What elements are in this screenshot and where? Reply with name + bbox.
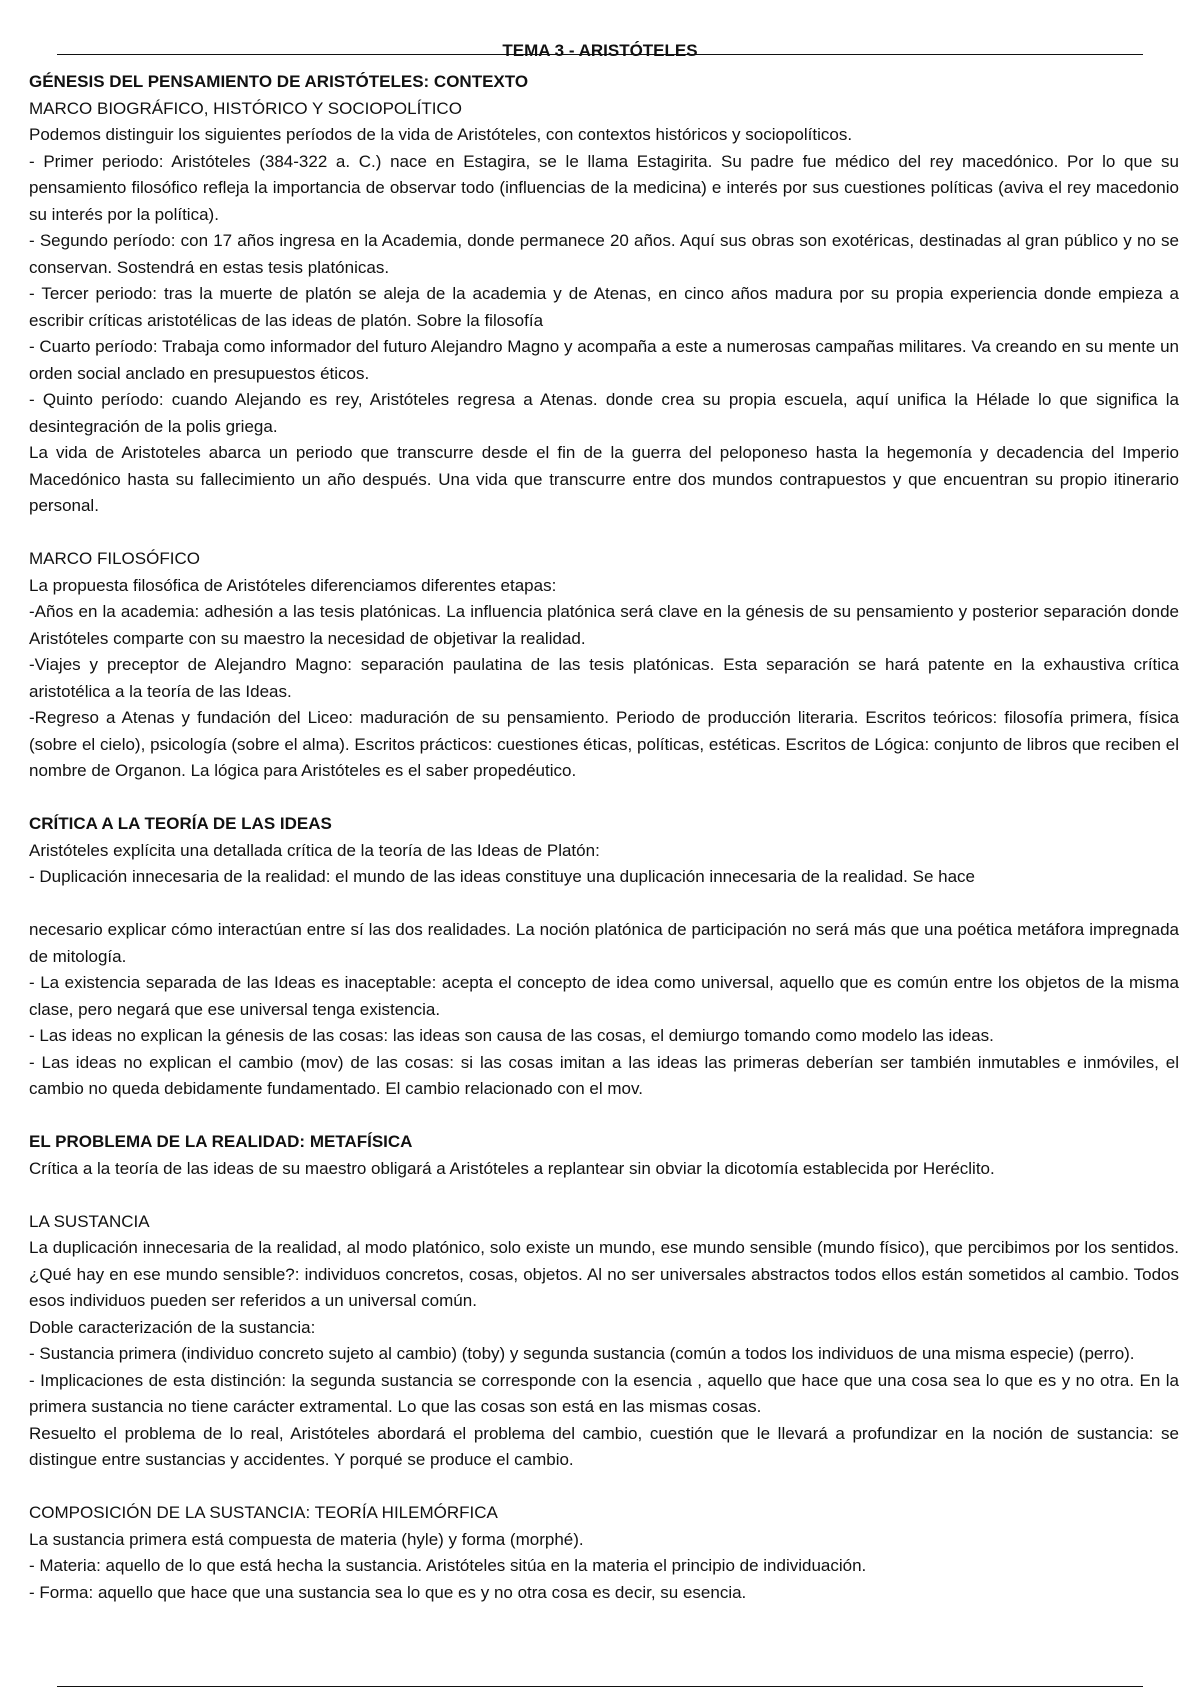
section-heading-metafisica: EL PROBLEMA DE LA REALIDAD: METAFÍSICA — [29, 1132, 413, 1151]
paragraph: necesario explicar cómo interactúan entre sí las dos realidades. La noción platónica de participación no será más que una poética metáfora impregnada de mitología. — [29, 920, 1179, 966]
subheading-sustancia: LA SUSTANCIA — [29, 1211, 150, 1231]
paragraph: La sustancia primera está compuesta de materia (hyle) y forma (morphé). — [29, 1529, 584, 1549]
paragraph: - Las ideas no explican el cambio (mov) de las cosas: si las cosas imitan a las ideas las primeras deberían ser también inmutables e inmóviles, el cambio no queda debidamente fundamentado. El cambio relacionado con el mov. — [29, 1052, 1179, 1098]
paragraph: -Viajes y preceptor de Alejandro Magno: separación paulatina de las tesis platónicas. Esta separación se hará patente en la exhaustiva crítica aristotélica a la teoría de las Ideas. — [29, 655, 1179, 701]
footer-rule — [57, 1686, 1143, 1687]
spacer — [29, 1182, 1179, 1209]
title-block — [57, 40, 1143, 62]
paragraph: - Implicaciones de esta distinción: la segunda sustancia se corresponde con la esencia , aquello que hace que una cosa sea lo que es y no otra. En la primera sustancia no tiene carácter extramental. Lo que las cosas son está en las mismas cosas. — [29, 1370, 1179, 1416]
paragraph: - Las ideas no explican la génesis de las cosas: las ideas son causa de las cosas, el demiurgo tomando como modelo las ideas. — [29, 1026, 994, 1045]
paragraph: Podemos distinguir los siguientes períodos de la vida de Aristóteles, con contextos históricos y sociopolíticos. — [29, 125, 853, 144]
paragraph: - Tercer periodo: tras la muerte de platón se aleja de la academia y de Atenas, en cinco años madura por su propia experiencia donde empieza a escribir críticas aristotélicas de las ideas de platón. Sobre la filosofía — [29, 284, 1179, 330]
spacer — [29, 1474, 1179, 1501]
subheading-hilemorfica: COMPOSICIÓN DE LA SUSTANCIA: TEORÍA HILEMÓRFICA — [29, 1503, 498, 1522]
paragraph: Resuelto el problema de lo real, Aristóteles abordará el problema del cambio, cuestión que le llevará a profundizar en la noción de sustancia: se distingue entre sustancias y accidentes. Y porqué se produce el cambio. — [29, 1423, 1179, 1469]
paragraph: - Sustancia primera (individuo concreto sujeto al cambio) (toby) y segunda sustancia (común a todos los individuos de una misma especie) (perro). — [29, 1344, 1135, 1363]
paragraph: - Materia: aquello de lo que está hecha la sustancia. Aristóteles sitúa en la materia el principio de individuación. — [29, 1556, 867, 1575]
spacer — [29, 785, 1179, 812]
spacer — [29, 891, 1179, 918]
document-body — [29, 69, 1179, 1606]
spacer — [29, 520, 1179, 547]
section-heading-genesis: GÉNESIS DEL PENSAMIENTO DE ARISTÓTELES: CONTEXTO — [29, 72, 529, 91]
paragraph: -Regreso a Atenas y fundación del Liceo: maduración de su pensamiento. Periodo de producción literaria. Escritos teóricos: filosofía primera, física (sobre el cielo), psicología (sobre el alma). Escritos prácticos: cuestiones éticas, políticas, estéticas. Escritos de Lógica: conjunto de libros que reciben el nombre de Organon. La lógica para Aristóteles es el saber propedéutico. — [29, 708, 1179, 780]
section-heading-critica: CRÍTICA A LA TEORÍA DE LAS IDEAS — [29, 814, 332, 833]
paragraph: Doble caracterización de la sustancia: — [29, 1317, 316, 1337]
paragraph: - Duplicación innecesaria de la realidad: el mundo de las ideas constituye una duplicación innecesaria de la realidad. Se hace — [29, 867, 975, 886]
paragraph: - Primer periodo: Aristóteles (384-322 a. C.) nace en Estagira, se le llama Estagirita. Su padre fue médico del rey macedónico. Por lo que su pensamiento filosófico refleja la importancia de observar todo (influencias de la medicina) e interés por sus cuestiones políticas (aviva el rey macedonio su interés por la política). — [29, 151, 1179, 224]
paragraph: La duplicación innecesaria de la realidad, al modo platónico, solo existe un mundo, ese mundo sensible (mundo físico), que percibimos por los sentidos. ¿Qué hay en ese mundo sensible?: individuos concretos, cosas, objetos. Al no ser universales abstractos todos ellos están sometidos al cambio. Todos esos individuos pueden ser referidos a un universal común. — [29, 1238, 1179, 1310]
paragraph: Aristóteles explícita una detallada crítica de la teoría de las Ideas de Platón: — [29, 840, 600, 860]
paragraph: - La existencia separada de las Ideas es inaceptable: acepta el concepto de idea como universal, aquello que es común entre los objetos de la misma clase, pero negará que ese universal tenga existencia. — [29, 973, 1179, 1019]
paragraph: La vida de Aristoteles abarca un periodo que transcurre desde el fin de la guerra del peloponeso hasta la hegemonía y decadencia del Imperio Macedónico hasta su fallecimiento un año después. Una vida que transcurre entre dos mundos contrapuestos y que encuentran su propio itinerario personal. — [29, 443, 1179, 515]
paragraph: - Forma: aquello que hace que una sustancia sea lo que es y no otra cosa es decir, su esencia. — [29, 1582, 747, 1602]
paragraph: -Años en la academia: adhesión a las tesis platónicas. La influencia platónica será clave en la génesis de su pensamiento y posterior separación donde Aristóteles comparte con su maestro la necesidad de objetivar la realidad. — [29, 602, 1179, 648]
paragraph: La propuesta filosófica de Aristóteles diferenciamos diferentes etapas: — [29, 575, 557, 595]
spacer — [29, 1103, 1179, 1130]
subheading-marco-biografico: MARCO BIOGRÁFICO, HISTÓRICO Y SOCIOPOLÍTICO — [29, 98, 462, 118]
subheading-marco-filosofico: MARCO FILOSÓFICO — [29, 549, 200, 568]
paragraph: - Segundo período: con 17 años ingresa en la Academia, donde permanece 20 años. Aquí sus obras son exotéricas, destinadas al gran público y no se conservan. Sostendrá en estas tesis platónicas. — [29, 231, 1179, 277]
paragraph: - Quinto período: cuando Alejando es rey, Aristóteles regresa a Atenas. donde crea su propia escuela, aquí unifica la Hélade lo que significa la desintegración de la polis griega. — [29, 390, 1179, 436]
document-title: TEMA 3 - ARISTÓTELES — [502, 41, 698, 60]
paragraph: Crítica a la teoría de las ideas de su maestro obligará a Aristóteles a replantear sin obviar la dicotomía establecida por Heréclito. — [29, 1158, 995, 1178]
paragraph: - Cuarto período: Trabaja como informador del futuro Alejandro Magno y acompaña a este a numerosas campañas militares. Va creando en su mente un orden social anclado en presupuestos éticos. — [29, 337, 1179, 383]
